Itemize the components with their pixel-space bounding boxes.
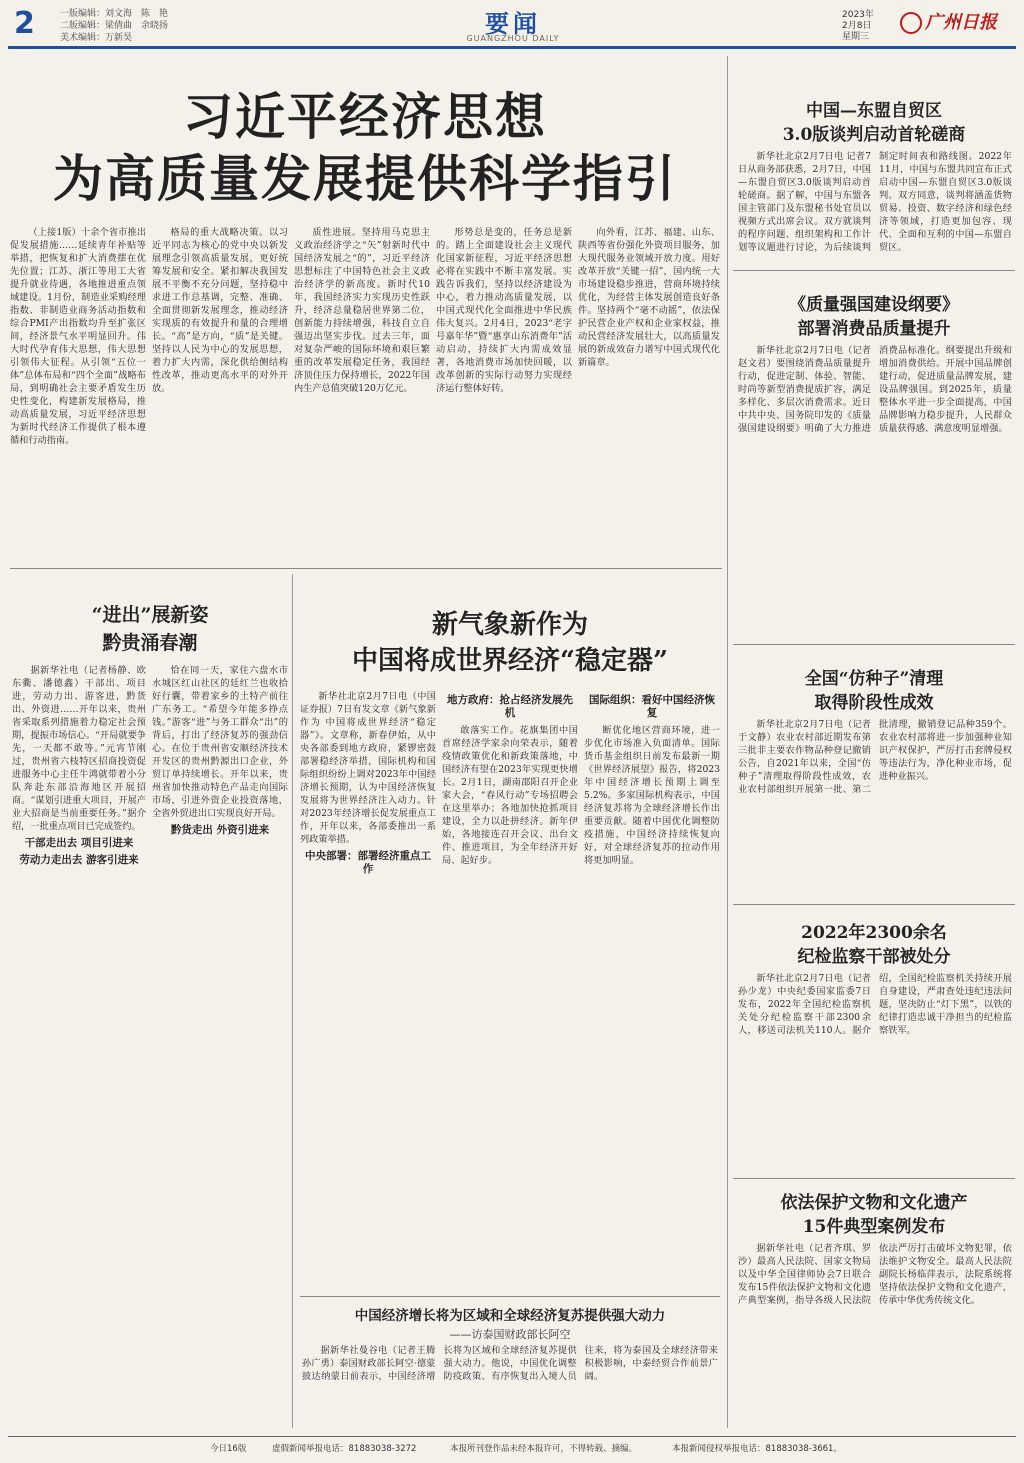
export-headline-line1: “进出”展新姿	[91, 604, 209, 626]
main-article-paragraph: （上接1版）十余个省市推出促发展措施……延续青年补贴等举措，把恢复和扩大消费摆在优先位置；江苏、浙江等用工大省提升就业待遇，各地推进重点领域建设。1月份，制造业采购经理指数、非制造业商务活动指数和综合PMI产出指数均升至扩张区间，经济景气水平明显回升。伟大时代孕育伟大思想，伟大思想引领伟大征程。从引领“五位一体”总体布局和“四个全面”战略布局，到明确社会主要矛盾发生历史性变化，构建新发展格局，推动高质量发展，习近平经济思想为新时代经济工作提供了根本遵循和行动指南。	[10, 227, 146, 446]
section-divider	[733, 644, 1015, 645]
export-article-paragraph: 据新华社电（记者杨静、欧东衢、潘德鑫）干部出、项目进，劳动力出、游客进，黔货出、外资进……开年以来，贵州省采取系列措施着力稳定社会预期，提振市场信心。“开局就要争先，一天都不敢等。”元宵节刚过，贵州省六枝特区招商投资促进服务中心主任牛鸿就带着小分队奔赴东部沿海地区开展招商。“谋划引进重大项目，开展产业大招商是当前重要任务。”据介绍，一批重点项目已完成签约。	[12, 665, 146, 832]
main-article-column	[152, 226, 288, 562]
main-article-column	[578, 226, 720, 562]
quality-headline-line1: 《质量强国建设纲要》	[789, 295, 959, 315]
stabilizer-article-paragraph: 断优化地区营商环境，进一步优化市场准入负面清单。国际货币基金组织日前发布最新一期《世界经济展望》报告，将2023年中国经济增长预期上调至5.2%。多家国际机构表示，中国经济复苏将为全球经济增长作出重要贡献。随着中国优化调整防疫措施，中国经济持续恢复向好，对全球经济复苏的拉动作用将更加明显。	[584, 725, 720, 866]
quality-article-paragraph: 新华社北京2月7日电（记者赵文君）要围绕消费品质量提升行动，促进定制、体验、智能、时尚等新型消费提质扩容，满足多样化、多层次消费需求。近日中共中央、国务院印发的《质量强国建设纲要》明确了大力推进消费品标准化。纲要提出升级和增加消费供给。开展中国品牌创建行动，促进质量品牌发展，建设品牌强国。到2025年，质量整体水平进一步全面提高，中国品牌影响力稳步提升，人民群众质量获得感、满意度明显增强。	[738, 345, 1012, 434]
newspaper-logo	[900, 8, 1020, 34]
discipline-article-paragraph: 新华社北京2月7日电（记者孙少龙）中央纪委国家监委7日发布，2022年全国纪检监察机关处分纪检监察干部2300余人，移送司法机关110人。据介绍，全国纪检监察机关持续开展自身建设，严肃查处违纪违法问题，坚决防止“灯下黑”，以铁的纪律打造忠诚干净担当的纪检监察铁军。	[738, 973, 1012, 1036]
interview-headline: 中国经济增长将为区域和全球经济复苏提供强大动力	[354, 1308, 666, 1324]
main-article-column	[294, 226, 430, 562]
discipline-headline-line1: 2022年2300余名	[801, 923, 947, 943]
seeds-headline-line2: 取得阶段性成效	[814, 693, 934, 713]
export-headline-line2: 黔贵涌春潮	[102, 632, 198, 654]
asean-headline-line2: 3.0版谈判启动首轮磋商	[782, 125, 966, 145]
export-article-column	[12, 664, 146, 1428]
relics-article-body	[738, 1242, 1012, 1428]
export-subhead: 黔货走出 外资引进来	[170, 824, 270, 836]
date-day: 2月8日	[842, 21, 872, 31]
interview-subheadline: ——访泰国财政部长阿空	[449, 1328, 571, 1341]
export-article-paragraph: 恰在同一天，家住六盘水市水城区红山社区的廷红兰也收拾好行囊，带着家乡的土特产前往广东务工。“希望今年能多挣点钱。”游客“进”与务工群众“出”的背后，打出了经济复苏的强劲信心。在位于贵州省安顺经济技术开发区的贵州黔源出口企业，外贸订单持续增长。开年以来，贵州省加快推动特色产品走向国际市场，引进外资企业投资落地，全省外贸进出口实现良好开局。	[152, 665, 288, 819]
seeds-headline-line1: 全国“仿种子”清理	[804, 669, 944, 689]
main-article-column	[436, 226, 572, 562]
section-divider	[10, 568, 722, 569]
main-article-paragraph: 格局的重大战略决策。以习近平同志为核心的党中央以新发展理念引领高质量发展，更好统筹发展和安全。紧扣解决我国发展不平衡不充分问题，坚持稳中求进工作总基调，完整、准确、全面贯彻新发展理念，推动经济实现质的有效提升和量的合理增长。“高”是方向，“质”是关键。坚持以人民为中心的发展思想，着力扩大内需，深化供给侧结构性改革，推动更高水平的对外开放。	[152, 227, 288, 394]
section-divider	[733, 904, 1015, 905]
main-headline-line2: 为高质量发展提供科学指引	[53, 149, 677, 208]
stabilizer-subhead: 中央部署：部署经济重点工作	[305, 850, 431, 875]
asean-article-body	[738, 150, 1012, 264]
masthead-rule	[8, 46, 1016, 49]
export-subhead: 干部走出去 项目引进来	[24, 837, 134, 849]
footer-page-count: 今日16版	[210, 1444, 247, 1454]
footer-false-news-tipline: 虚假新闻举报电话：81883038-3272	[272, 1444, 417, 1454]
section-subtitle: GUANGZHOU DAILY	[466, 34, 560, 43]
footer-infringement-hotline: 本报新闻侵权举报电话：81883038-3661。	[672, 1444, 842, 1454]
asean-headline-line1: 中国—东盟自贸区	[806, 101, 942, 121]
editor-line: 美术编辑：万新昊	[60, 33, 133, 43]
stabilizer-article-paragraph: 新华社北京2月7日电（中国证券报）7日有发文章《新气象新作为 中国将成世界经济“稳定器”》。文章称，新春伊始，从中央各部委到地方政府，紧锣密鼓部署稳经济举措，国际机构和国际组织纷纷上调对2023年中国经济增长预期，认为中国经济恢复发展将为世界经济注入动力。针对2023年经济增长促发展重点工作，开年以来，各部委推出一系列政策举措。	[300, 691, 436, 845]
main-article-paragraph: 形势总是变的，任务总是新的。踏上全面建设社会主义现代化国家新征程，习近平经济思想必将在实践中不断丰富发展。实践告诉我们，坚持以经济建设为中心，着力推动高质量发展，以中国式现代化全面推进中华民族伟大复兴。2月4日，2023“老字号嘉年华”暨“惠享山东消费年”活动启动，持续扩大内需成效显著，各地消费市场加快回暖，以改革创新的实际行动努力实现经济运行整体好转。	[436, 227, 572, 394]
interview-article-paragraph: 据新华社曼谷电（记者王腾 孙广勇）泰国财政部长阿空·德蒙披达纳蒙日前表示，中国经济增长将为区域和全球经济复苏提供强大动力。他说，中国优化调整防疫政策、有序恢复出入境人员往来，将为泰国及全球经济带来积极影响，中泰经贸合作前景广阔。	[302, 1345, 718, 1382]
date-weekday: 星期三	[842, 32, 870, 42]
relics-headline-line1: 依法保护文物和文化遗产	[780, 1193, 968, 1213]
issue-date	[842, 10, 874, 43]
date-year: 2023年	[842, 10, 874, 20]
main-article-column	[10, 226, 146, 562]
stabilizer-subhead: 地方政府：抢占经济发展先机	[447, 694, 573, 719]
editor-line: 一版编辑：刘文海 陈 艳	[60, 9, 169, 19]
section-title: 要闻	[485, 9, 541, 38]
page-number: 2	[14, 6, 35, 41]
section-divider	[733, 270, 1015, 271]
footer-copyright-notice: 本报所刊登作品未经本报许可，不得转载、摘编。	[450, 1444, 638, 1454]
discipline-article-body	[738, 972, 1012, 1172]
quality-headline-line2: 部署消费品质量提升	[797, 319, 951, 339]
relics-headline-line2: 15件典型案例发布	[802, 1217, 946, 1237]
relics-article-paragraph: 据新华社电（记者齐琪、罗沙）最高人民法院、国家文物局以及中华全国律师协会7日联合发布15件依法保护文物和文化遗产典型案例，指导各级人民法院依法严厉打击破坏文物犯罪，依法维护文物安全。最高人民法院副院长杨临萍表示，法院系统将坚持依法保护文物和文化遗产，传承中华优秀传统文化。	[738, 1243, 1012, 1306]
logo-text: 广州日报	[925, 12, 997, 33]
stabilizer-subhead: 国际组织：看好中国经济恢复	[589, 694, 715, 719]
export-article-column	[152, 664, 288, 1428]
quality-article-body	[738, 344, 1012, 638]
column-divider	[292, 574, 293, 1428]
discipline-headline-line2: 纪检监察干部被处分	[797, 947, 951, 967]
stabilizer-article-column	[300, 690, 436, 1290]
interview-article-body	[302, 1344, 718, 1428]
main-article-paragraph: 向外看，江苏、福建、山东、陕西等省份强化外资项目服务，加大现代服务业领域开放力度。用好改革开放“关键一招”，国内统一大市场建设稳步推进，营商环境持续优化，为经营主体发展创造良好条件。坚持两个“毫不动摇”，依法保护民营企业产权和企业家权益，推动民营经济发展壮大，以高质量发展的新成效奋力谱写中国式现代化新篇章。	[578, 227, 720, 368]
column-divider	[727, 56, 728, 1428]
asean-article-paragraph: 新华社北京2月7日电 记者7日从商务部获悉，2月7日，中国—东盟自贸区3.0版谈判启动首轮磋商。据了解，中国与东盟各国主管部门及东盟秘书处官员以视频方式出席会议。双方就谈判的程序问题、组织架构和工作计划等议题进行讨论，为后续谈判制定时间表和路线图。2022年11月，中国与东盟共同宣布正式启动中国—东盟自贸区3.0版谈判。双方同意，谈判将涵盖货物贸易、投资、数字经济和绿色经济等领域，打造更加包容、现代、全面和互利的中国—东盟自贸区。	[738, 151, 1012, 253]
editor-line: 二版编辑：梁倩曲 余晓扬	[60, 21, 169, 31]
section-divider	[733, 1178, 1015, 1179]
stabilizer-article-column	[584, 690, 720, 1290]
logo-icon	[900, 12, 922, 34]
seeds-article-body	[738, 718, 1012, 898]
stabilizer-article-paragraph: 敢落实工作。花旗集团中国首席经济学家余向荣表示，随着疫情政策优化和新政策落地，中国经济有望在2023年实现更快增长。2月1日，湖南邵阳召开企业家大会，“春风行动”专场招聘会在这里举办；各地加快抢抓项目建设，全力以赴拼经济。新年伊始，各地接连召开会议、出台文件、推进项目，为全年经济开好局、起好步。	[442, 725, 578, 866]
main-article-paragraph: 质性进展。坚持用马克思主义政治经济学之“矢”射新时代中国经济发展之“的”，习近平经济思想标注了中国特色社会主义政治经济学的新高度。新时代10年，我国经济实力实现历史性跃升，经济总量稳居世界第二位，创新能力持续增强，科技自立自强迈出坚实步伐。过去三年，面对复杂严峻的国际环境和艰巨繁重的改革发展稳定任务，我国经济顶住压力保持增长，2022年国内生产总值突破120万亿元。	[294, 227, 430, 394]
main-headline-line1: 习近平经济思想	[183, 87, 547, 146]
stabilizer-headline-line2: 中国将成世界经济“稳定器”	[352, 646, 668, 676]
seeds-article-paragraph: 新华社北京2月7日电（记者于文静）农业农村部近期发布第三批非主要农作物品种登记撤销公告，自2021年以来，全国“仿种子”清理取得阶段性成效，农业农村部组织开展第一批、第二批清理，撤销登记品种359个。农业农村部将进一步加强种业知识产权保护，严厉打击套牌侵权等违法行为，净化种业市场，促进种业振兴。	[738, 719, 1012, 795]
footer-rule	[8, 1436, 1016, 1437]
stabilizer-headline-line1: 新气象新作为	[431, 610, 588, 640]
editor-credits	[60, 8, 220, 44]
stabilizer-article-column	[442, 690, 578, 1290]
section-divider	[300, 1296, 720, 1297]
export-subhead: 劳动力走出去 游客引进来	[19, 854, 139, 866]
